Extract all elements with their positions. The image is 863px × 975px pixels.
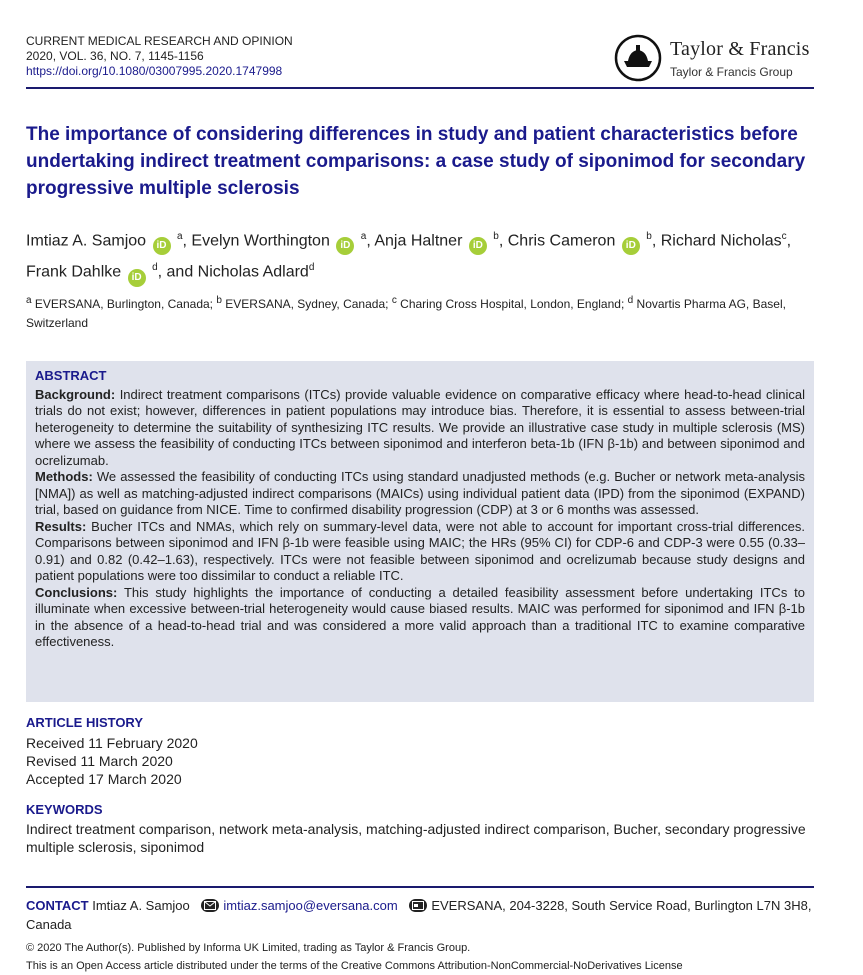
abstract-section xyxy=(35,585,805,651)
article-history-heading: ARTICLE HISTORY xyxy=(26,715,144,730)
contact-email-link[interactable]: imtiaz.samjoo@eversana.com xyxy=(223,898,398,913)
abstract-section xyxy=(35,387,805,470)
author-affiliation-marker: b xyxy=(646,231,652,242)
publisher-group: Taylor & Francis Group xyxy=(670,65,793,79)
orcid-icon[interactable]: iD xyxy=(469,237,487,255)
article-history xyxy=(26,734,198,788)
abstract-section-label: Conclusions: xyxy=(35,584,118,600)
footer xyxy=(26,939,826,975)
affiliation-text: EVERSANA, Burlington, Canada; xyxy=(34,297,214,311)
abstract-section-text: We assessed the feasibility of conducting ITCs using standard unadjusted methods (e.g. Bucher or network meta-analysis [NMA]) as well as matching-adjusted indirect comparisons (MAICs) using individual patient data (IPD) from the siponimod (EXPAND) trial, based on guidance from NICE. Time to confirmed disability progression (CDP) at 3 or 6 months was assessed. xyxy=(35,469,805,517)
abstract-content xyxy=(35,368,805,651)
license-notice: This is an Open Access article distributed under the terms of the Creative Commons Attribution-NonCommercial-NoDerivatives License xyxy=(26,960,683,972)
journal-name: CURRENT MEDICAL RESEARCH AND OPINION xyxy=(26,34,293,48)
affiliation-text: Charing Cross Hospital, London, England; xyxy=(400,297,625,311)
orcid-icon[interactable]: iD xyxy=(128,269,146,287)
history-revised: Revised 11 March 2020 xyxy=(26,753,173,769)
author-affiliation-marker: d xyxy=(308,262,315,274)
orcid-icon[interactable]: iD xyxy=(153,237,171,255)
header-divider xyxy=(26,87,814,89)
abstract-section-label: Background: xyxy=(35,386,116,402)
abstract-sections xyxy=(35,387,805,651)
author-affiliation-marker: a xyxy=(176,231,183,242)
abstract-section-label: Methods: xyxy=(35,469,93,484)
abstract-section-label: Results: xyxy=(35,518,87,534)
orcid-icon[interactable]: iD xyxy=(622,237,640,255)
author-name: Nicholas Adlard xyxy=(197,263,309,281)
contact-label: CONTACT xyxy=(26,898,89,913)
author-affiliation-marker: a xyxy=(360,231,367,242)
abstract-section-text: Bucher ITCs and NMAs, which rely on summary-level data, were not able to account for important cross-trial differences. Comparisons between siponimod and IFN β-1b were feasible using MAIC; the HRs (95% CI) for CDP-6 and CDP-3 were 0.55 (0.33–0.91) and 0.82 (0.42–1.63), respectively. ITCs were not feasible between siponimod and ocrelizumab because study designs and patient populations were too dissimilar to conduct a reliable ITC. xyxy=(35,518,805,583)
affiliation-list xyxy=(26,291,816,333)
contact-address: EVERSANA, 204-3228, South Service Road, Burlington L7N 3H8, Canada xyxy=(26,898,812,932)
affiliation-marker: c xyxy=(391,295,397,306)
copyright-notice: © 2020 The Author(s). Published by Informa UK Limited, trading as Taylor & Francis Group. xyxy=(26,942,471,954)
abstract-section xyxy=(35,469,805,519)
journal-volume: 2020, VOL. 36, NO. 7, 1145-1156 xyxy=(26,49,204,63)
contact-block xyxy=(26,896,816,934)
journal-header xyxy=(26,34,814,88)
publisher-brand[interactable] xyxy=(614,34,814,84)
abstract-section xyxy=(35,519,805,585)
author-name: Chris Cameron xyxy=(507,232,616,250)
author-name: Evelyn Worthington xyxy=(191,232,330,250)
contact-name: Imtiaz A. Samjoo xyxy=(92,898,190,913)
article-title: The importance of considering differences in study and patient characteristics before undertaking indirect treatment comparisons: a case study of siponimod for secondary progressive multiple sclerosis xyxy=(26,124,806,199)
history-received: Received 11 February 2020 xyxy=(26,735,198,751)
author-name: Anja Haltner xyxy=(374,232,463,250)
abstract-box xyxy=(26,361,814,702)
author-name: Imtiaz A. Samjoo xyxy=(26,232,147,250)
author-name: Frank Dahlke xyxy=(26,263,122,281)
affiliation-marker: b xyxy=(216,295,222,306)
keywords-heading: KEYWORDS xyxy=(26,802,103,817)
affiliation-marker: a xyxy=(26,295,32,306)
orcid-icon[interactable]: iD xyxy=(336,237,354,255)
doi-link[interactable]: https://doi.org/10.1080/03007995.2020.1747998 xyxy=(26,64,283,78)
history-accepted: Accepted 17 March 2020 xyxy=(26,771,182,787)
contact-divider xyxy=(26,886,814,888)
abstract-heading: ABSTRACT xyxy=(35,368,107,383)
email-icon xyxy=(201,899,219,912)
abstract-section-text: Indirect treatment comparisons (ITCs) provide valuable evidence on comparative efficacy where head-to-head clinical trials do not exist; however, differences in patient populations may introduce bias. Therefore, it is essential to assess between-trial heterogeneity to determine the suitability of synthesizing ITC results. We provide an illustrative case study in multiple sclerosis (MS) where we assess the feasibility of conducting ITCs between siponimod and interferon beta-1b (IFN β-1b) and between siponimod and ocrelizumab. xyxy=(35,386,805,468)
affiliation-marker: d xyxy=(627,295,634,306)
keywords-text: Indirect treatment comparison, network meta-analysis, matching-adjusted indirect comparison, Bucher, secondary progressive multiple sclerosis, siponimod xyxy=(26,821,806,855)
abstract-section-text: This study highlights the importance of conducting a detailed feasibility assessment before undertaking ITCs to illuminate when excessive between-trial heterogeneity would cause biased results. MAIC was performed for siponimod and IFN β-1b in the absence of a head-to-head trial and was considered a more valid approach than a traditional ITC to examine comparative effectiveness. xyxy=(35,584,805,649)
address-icon xyxy=(409,899,427,912)
affiliation-text: Novartis Pharma AG, Basel, Switzerland xyxy=(26,297,786,330)
author-affiliation-marker: b xyxy=(493,231,499,242)
author-list: Imtiaz A. Samjoo iD $^a$, Evelyn Worthington iD $^a$, Anja Haltner iD $^b$, Chris Cameron iD $^b$, Richard Nicholas$^c$, Frank Dahlke iD $^d$, and Nicholas Adlard$^d$ xyxy=(26,224,816,287)
author-affiliation-marker: d xyxy=(152,262,158,274)
author-affiliation-marker: c xyxy=(781,231,787,242)
publisher-logo-icon xyxy=(614,34,662,82)
author-name: Richard Nicholas xyxy=(660,232,782,250)
affiliation-text: EVERSANA, Sydney, Canada; xyxy=(225,297,389,311)
publisher-name: Taylor & Francis xyxy=(670,38,810,60)
